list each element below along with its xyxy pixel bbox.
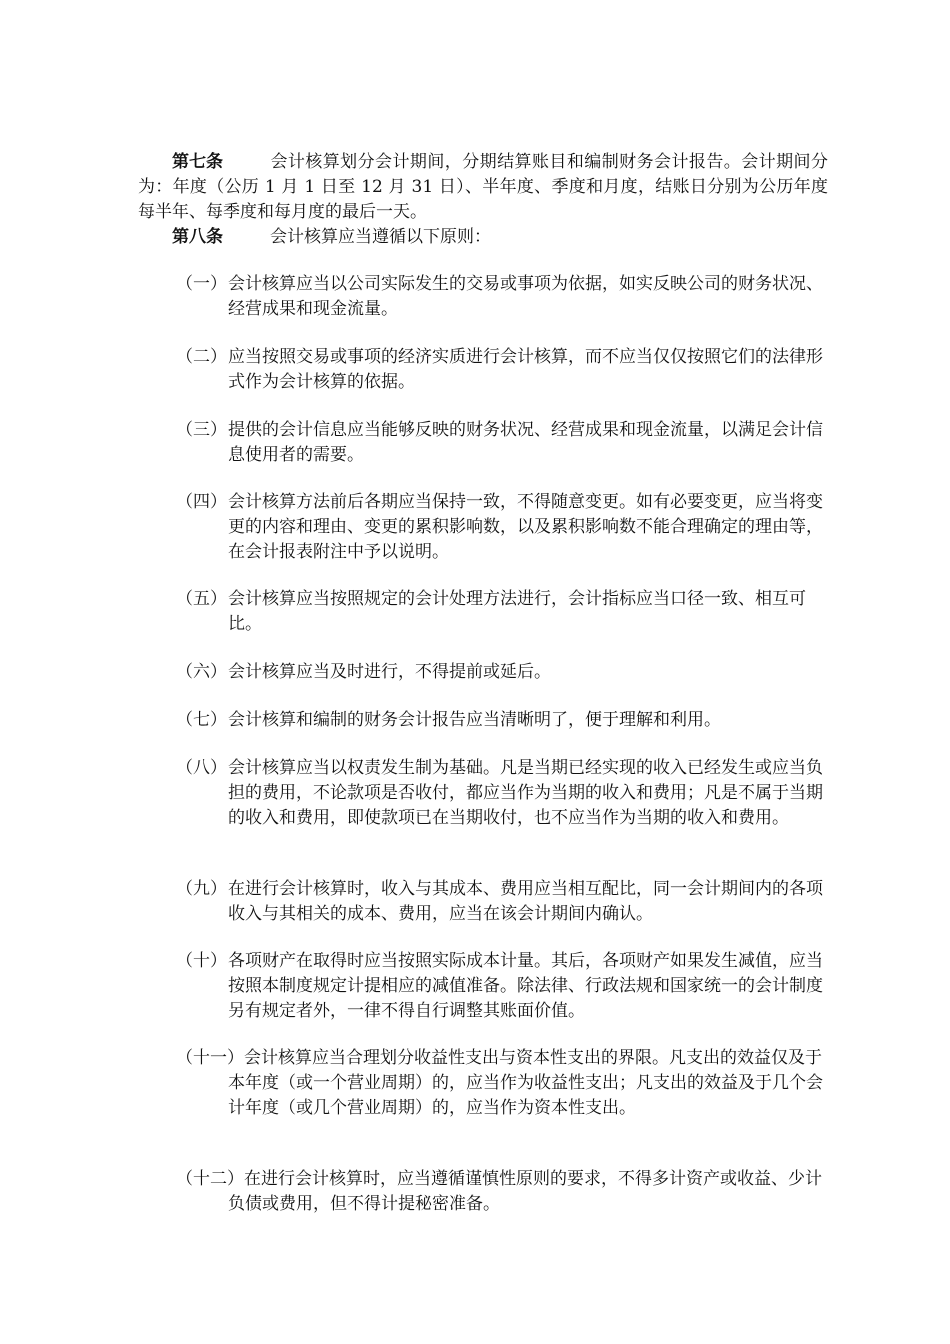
list-item bbox=[176, 660, 828, 685]
list-item-number: （五） bbox=[176, 589, 227, 609]
article-8-label: 第八条 bbox=[172, 227, 223, 247]
list-item-number: （九） bbox=[176, 879, 227, 899]
list-item bbox=[176, 490, 828, 565]
list-item bbox=[176, 418, 828, 468]
list-item-text: 会计核算方法前后各期应当保持一致，不得随意变更。如有必要变更，应当将变更的内容和理由、变更的累积影响数，以及累积影响数不能合理确定的理由等，在会计报表附注中予以说明。 bbox=[228, 492, 823, 562]
list-item-text: 会计核算应当合理划分收益性支出与资本性支出的界限。凡支出的效益仅及于本年度（或一个营业周期）的，应当作为收益性支出；凡支出的效益及于几个会计年度（或几个营业周期）的，应当作为资本性支出。 bbox=[228, 1048, 823, 1118]
list-item-text: 会计核算应当以公司实际发生的交易或事项为依据，如实反映公司的财务状况、经营成果和现金流量。 bbox=[228, 274, 823, 319]
list-item bbox=[176, 1046, 828, 1121]
list-item bbox=[176, 272, 828, 322]
list-item-number: （八） bbox=[176, 758, 227, 778]
article-7 bbox=[138, 150, 828, 225]
list-item-number: （四） bbox=[176, 492, 227, 512]
list-item-text: 会计核算应当及时进行，不得提前或延后。 bbox=[228, 662, 551, 682]
list-item-text: 应当按照交易或事项的经济实质进行会计核算，而不应当仅仅按照它们的法律形式作为会计核算的依据。 bbox=[228, 347, 823, 392]
list-item-number: （十） bbox=[176, 951, 227, 971]
list-item-number: （二） bbox=[176, 347, 227, 367]
list-item-number: （三） bbox=[176, 420, 227, 440]
list-item bbox=[176, 1167, 828, 1217]
list-item-number: （一） bbox=[176, 274, 227, 294]
list-item-text: 会计核算应当以权责发生制为基础。凡是当期已经实现的收入已经发生或应当负担的费用，不论款项是否收付，都应当作为当期的收入和费用；凡是不属于当期的收入和费用，即使款项已在当期收付，也不应当作为当期的收入和费用。 bbox=[228, 758, 823, 828]
list-item bbox=[176, 877, 828, 927]
list-item-text: 提供的会计信息应当能够反映的财务状况、经营成果和现金流量，以满足会计信息使用者的需要。 bbox=[228, 420, 823, 465]
article-8-text: 会计核算应当遵循以下原则： bbox=[270, 227, 491, 247]
list-item-number: （十一） bbox=[176, 1048, 244, 1068]
list-item-text: 会计核算应当按照规定的会计处理方法进行，会计指标应当口径一致、相互可比。 bbox=[228, 589, 806, 634]
list-item bbox=[176, 708, 828, 733]
list-item bbox=[176, 345, 828, 395]
list-item-text: 会计核算和编制的财务会计报告应当清晰明了，便于理解和利用。 bbox=[228, 710, 721, 730]
article-8 bbox=[138, 225, 828, 250]
list-item-text: 各项财产在取得时应当按照实际成本计量。其后，各项财产如果发生减值，应当按照本制度规定计提相应的减值准备。除法律、行政法规和国家统一的会计制度另有规定者外，一律不得自行调整其账面价值。 bbox=[228, 951, 823, 1021]
article-7-text: 会计核算划分会计期间，分期结算账目和编制财务会计报告。会计期间分为：年度（公历 1 月 1 日至 12 月 31 日）、半年度、季度和月度，结账日分别为公历年度每半年、每季度和每月度的最后一天。 bbox=[138, 152, 828, 222]
list-item-number: （七） bbox=[176, 710, 227, 730]
list-item bbox=[176, 756, 828, 831]
article-7-label: 第七条 bbox=[172, 152, 223, 172]
list-item-number: （十二） bbox=[176, 1169, 244, 1189]
list-item-text: 在进行会计核算时，应当遵循谨慎性原则的要求，不得多计资产或收益、少计负债或费用，但不得计提秘密准备。 bbox=[228, 1169, 822, 1214]
list-item-text: 在进行会计核算时，收入与其成本、费用应当相互配比，同一会计期间内的各项收入与其相关的成本、费用，应当在该会计期间内确认。 bbox=[228, 879, 823, 924]
list-item bbox=[176, 949, 828, 1024]
list-item-number: （六） bbox=[176, 662, 227, 682]
list-item bbox=[176, 587, 828, 637]
